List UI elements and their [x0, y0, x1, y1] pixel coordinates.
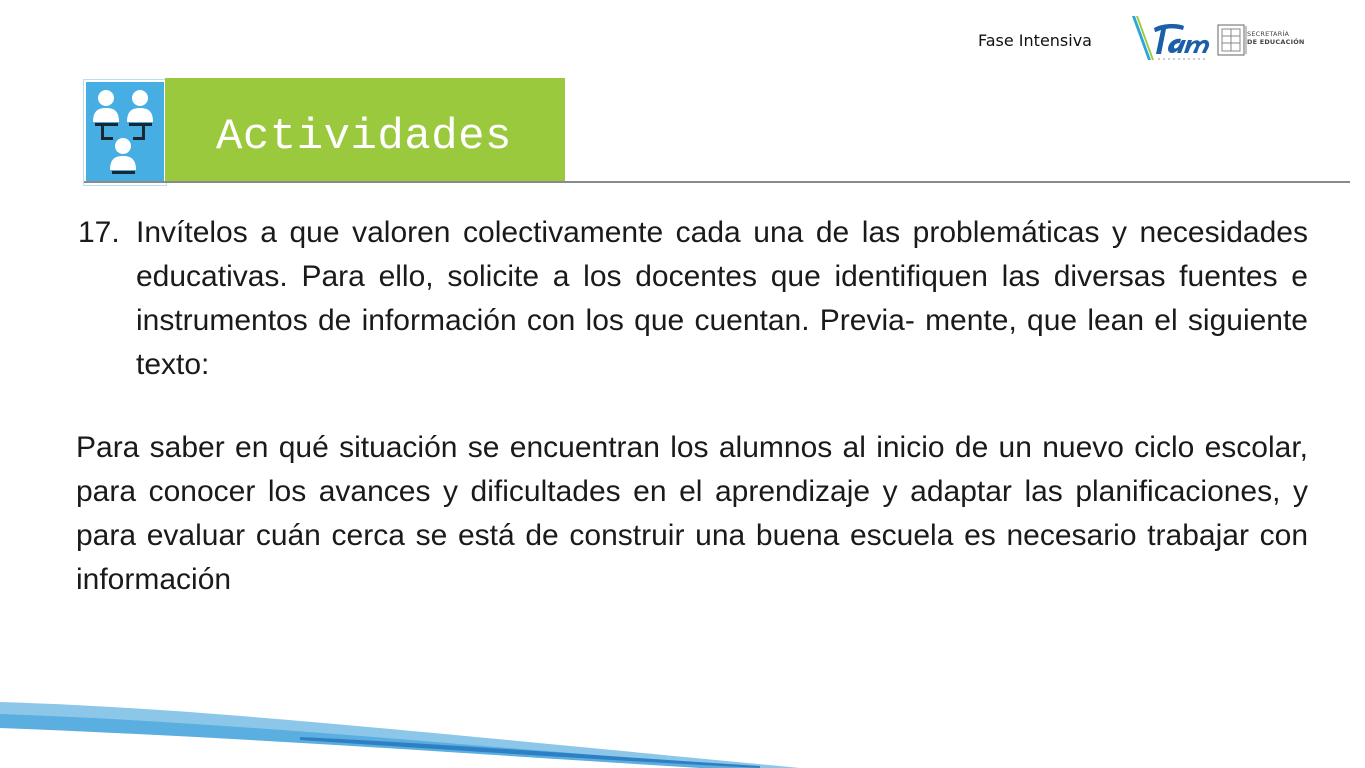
item-text: Invítelos a que valoren colectivamente cada una de las problemáticas y necesidades educativas. Para ello, solicite a los docentes que identifiquen las diversas fuentes e instrumentos de información con los que cuentan. Previa- mente, que lean el siguiente texto:	[136, 216, 1308, 381]
decorative-wave	[0, 688, 800, 768]
header-divider	[84, 181, 1350, 183]
seal-text-line1: SECRETARÍA	[1247, 30, 1290, 38]
seal-text-line2: DE EDUCACIÓN	[1247, 38, 1305, 46]
state-seal-icon	[1218, 25, 1246, 55]
numbered-item	[78, 211, 1308, 387]
header-label: Fase Intensiva	[978, 31, 1092, 50]
quoted-paragraph: Para saber en qué situación se encuentran los alumnos al inicio de un nuevo ciclo escolar, para conocer los avances y dificultades en el aprendizaje y adaptar las planificaciones, y para evaluar cuán cerca se está de construir una buena escuela es necesario trabajar con información	[76, 431, 1308, 596]
item-number: 17.	[78, 216, 120, 249]
logo-group	[1128, 14, 1310, 66]
people-network-icon	[84, 80, 166, 185]
section-title: Actividades	[216, 112, 512, 162]
